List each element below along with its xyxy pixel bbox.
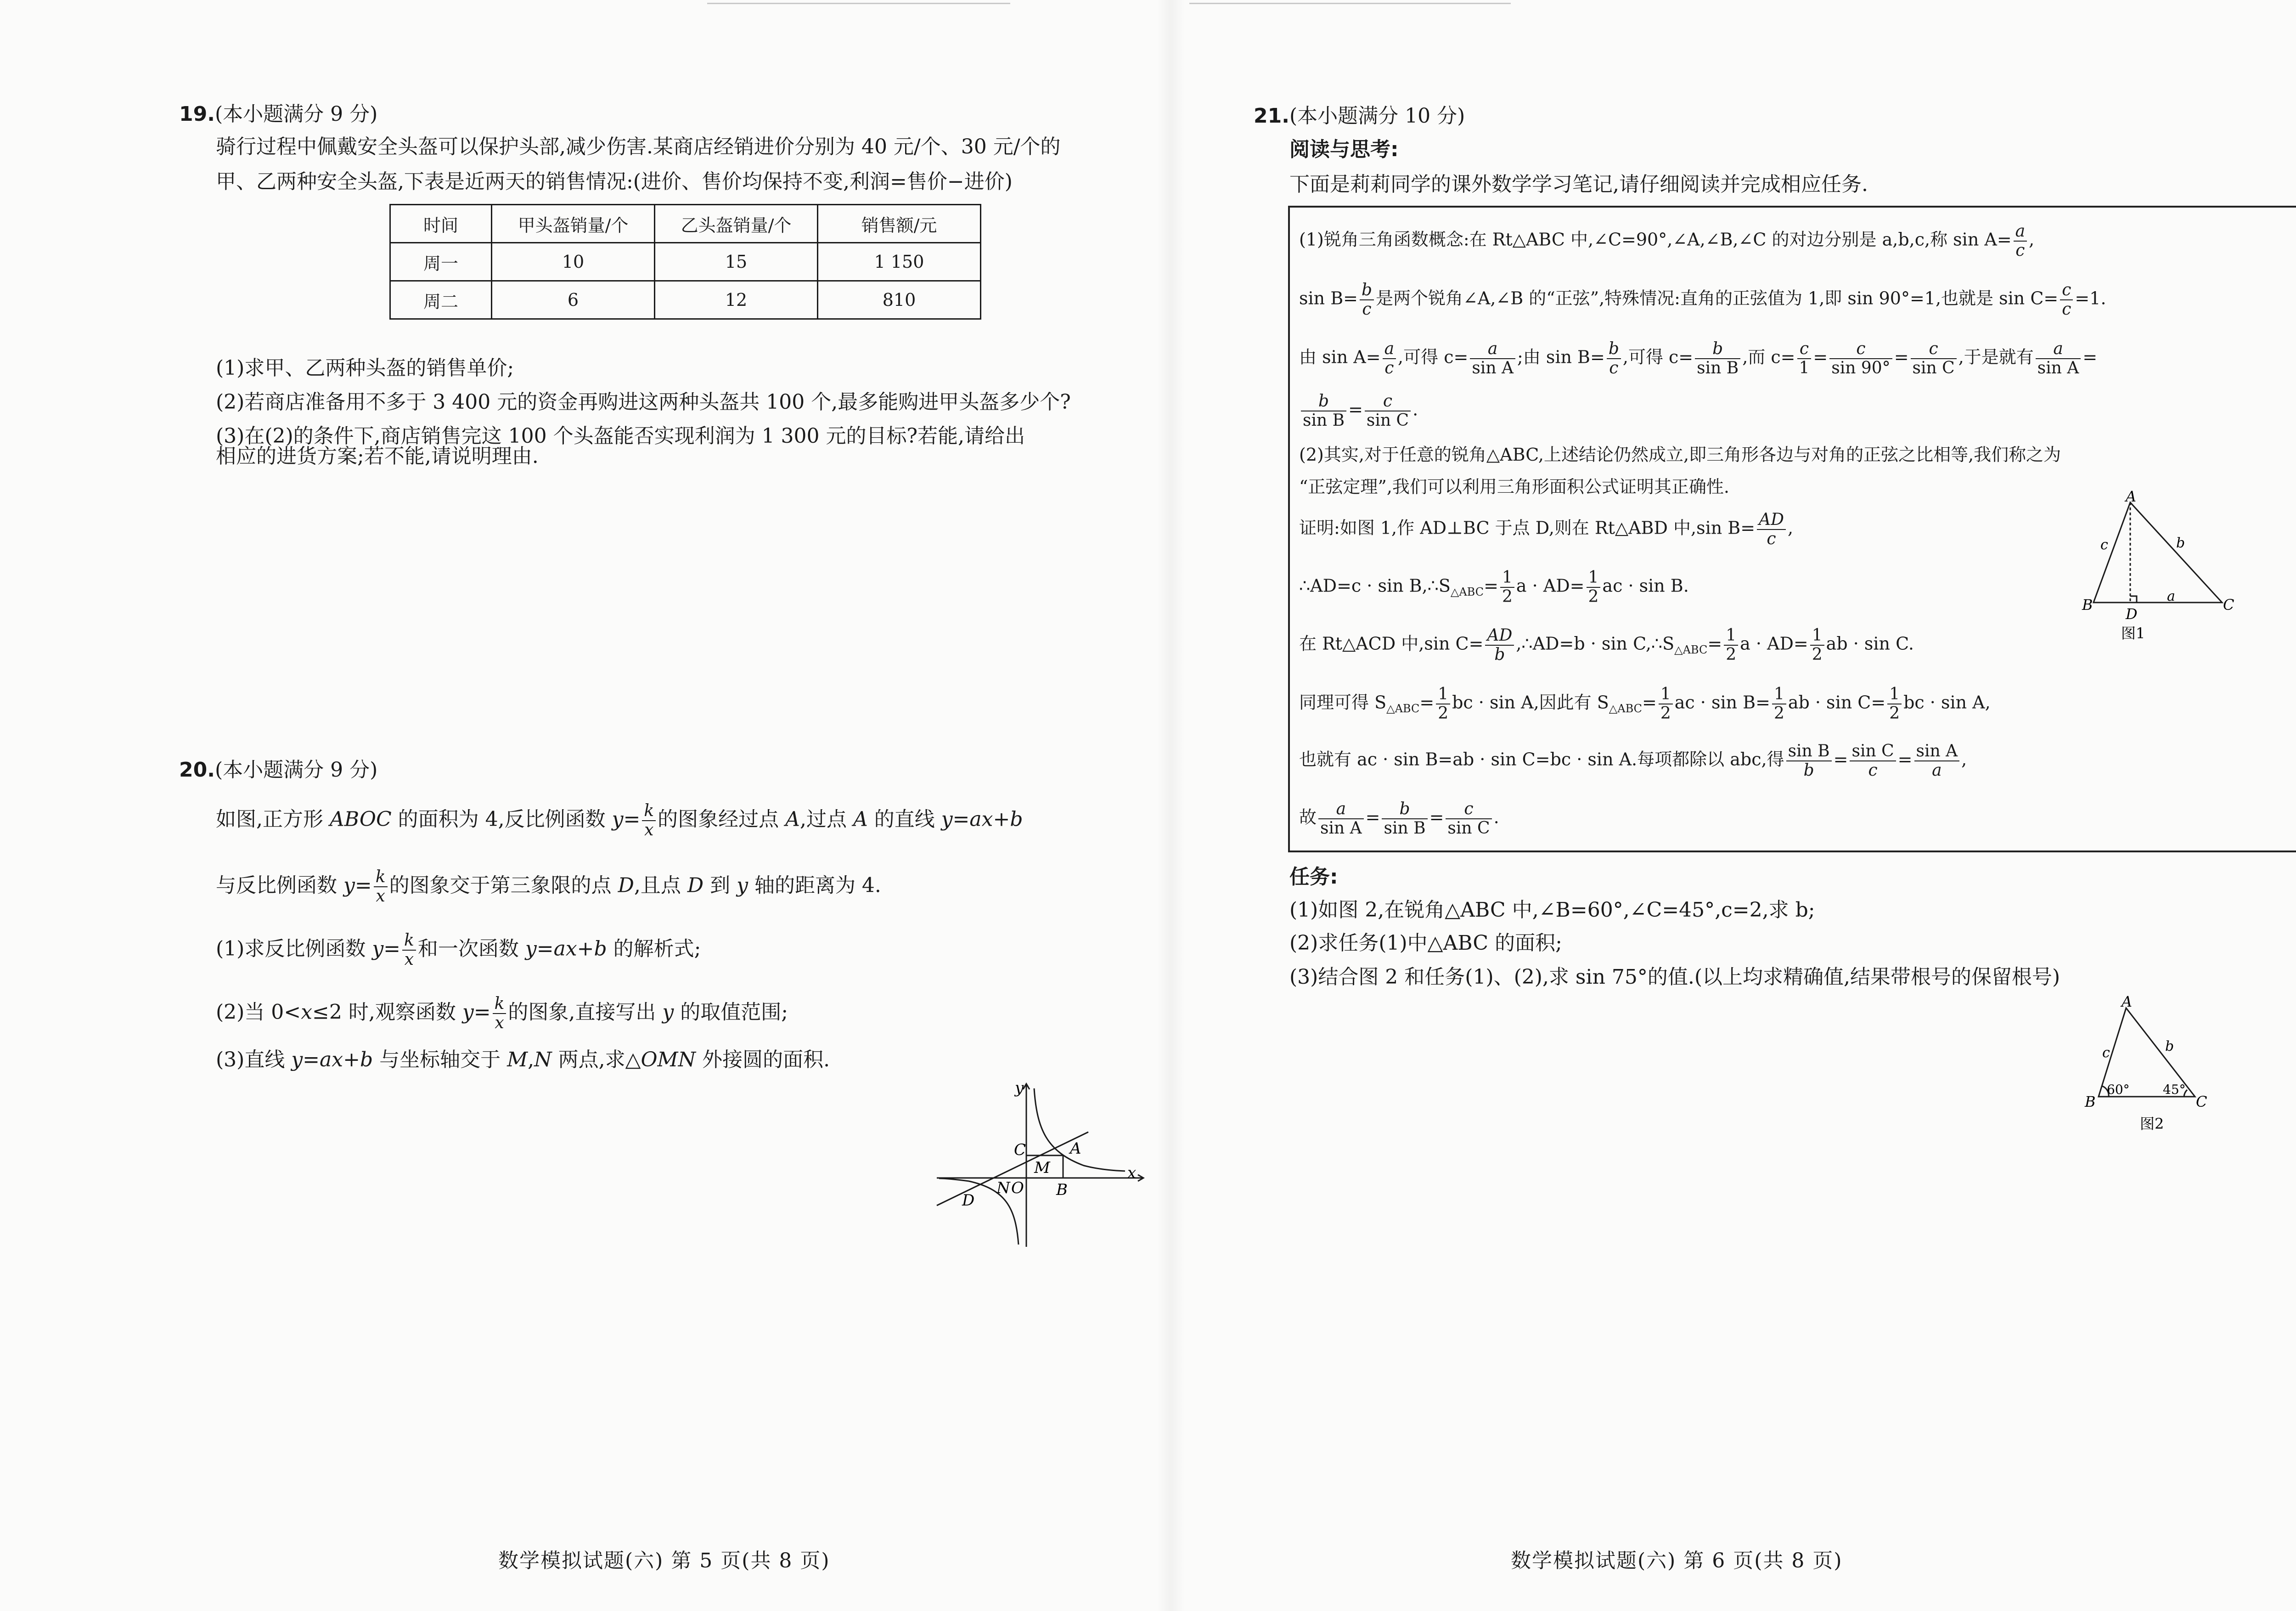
fig2-label-b: b [2165,1038,2174,1054]
q21-read-title: 阅读与思考: [1289,138,1399,161]
q20-sub2: (2)当 0<x≤2 时,观察函数 y= $\frac{k}{x}$ 的图象,直接写出 y 的取值范围; [216,994,788,1032]
right-angle-mark [2130,596,2137,603]
q19-line2: 甲、乙两种安全头盔,下表是近两天的销售情况:(进价、售价均保持不变,利润=售价−进价) [216,170,1013,193]
fig2-angle-b: 60° [2107,1082,2130,1097]
table-cell: 6 [492,281,655,319]
notes-line-1: (1)锐角三角函数概念:在 Rt△ABC 中,∠C=90°,∠A,∠B,∠C 的对边分别是 a,b,c,称 sin A= $\frac{a}{c}$ , [1299,222,2035,260]
notes-line-9: 在 Rt△ACD 中,sin C= $\frac{AD}{b}$ ,∴AD=b · $\sin C,\therefore S_{\triangle ABC}=$ $\frac{1}{2}$ a · AD= $\frac{1}{2}$ ab · sin C. [1299,626,1914,664]
q19-header: 19.(本小题满分 9 分) [179,102,378,126]
fig1-label-c: c [2100,537,2108,553]
graph-label-O: O [1011,1179,1024,1197]
fig1-label-C: C [2223,596,2234,614]
figure-1 [2080,488,2234,644]
notes-line-6: “正弦定理”,我们可以利用三角形面积公式证明其正确性. [1299,477,1730,497]
right-page [1171,0,2296,1611]
table-row [390,281,981,319]
graph-label-x: x [1127,1164,1137,1182]
table-header: 销售额/元 [818,205,981,243]
table-cell: 15 [655,243,818,281]
graph-label-y: y [1015,1079,1024,1097]
q21-intro: 下面是莉莉同学的课外数学学习笔记,请仔细阅读并完成相应任务. [1289,173,1868,196]
graph-label-A: A [1070,1139,1081,1158]
fig2-label-c: c [2102,1045,2110,1061]
notes-line-10: 同理可得 $S_{\triangle ABC}=$ $\frac{1}{2}$ bc · sin A,因此有 $S_{\triangle ABC}=$ $\frac{1}{2}$ ac · sin B= $\frac{1}{2}$ ab · sin C= $\frac{1}{2}$ bc · sin A, [1299,685,1991,723]
graph-label-M: M [1034,1159,1050,1177]
q19-sub2: (2)若商店准备用不多于 3 400 元的资金再购进这两种头盔共 100 个,最多能购进甲头盔多少个? [216,390,1071,414]
q19-sub3a: (3)在(2)的条件下,商店销售完这 100 个头盔能否实现利润为 1 300 元的目标?若能,请给出 [216,424,1025,448]
q21-task2: (2)求任务(1)中△ABC 的面积; [1289,931,1562,955]
triangle-abc [2093,502,2222,603]
q19-sub3b: 相应的进货方案;若不能,请说明理由. [216,445,539,468]
footer-right: 数学模拟试题(六) 第 6 页(共 8 页) [1511,1549,1843,1572]
notes-line-12: 故 $\frac{a}{\text{sin A}}$ = $\frac{b}{\text{sin B}}$ = $\frac{c}{\text{sin C}}$ . [1299,800,1499,838]
q20-sub3: (3)直线 y=ax+b 与坐标轴交于 M,N 两点,求△OMN 外接圆的面积. [216,1048,830,1071]
table-cell: 10 [492,243,655,281]
fig1-label-A: A [2126,488,2137,505]
notes-line-3: 由 sin A= $\frac{a}{c}$ ,可得 c= $\frac{a}{\text{sin A}}$ ;由 sin B= $\frac{b}{c}$ ,可得 c= $\frac{b}{\text{sin B}}$ ,而 c= $\frac{c}{1}$ = $\frac{c}{\sin 90^\circ}$ = $\frac{c}{\text{sin C}}$ ,于是就有 $\frac{a}{\text{sin A}}$ = [1299,339,2098,377]
notes-line-8: ∴AD=c · $\sin B,\therefore S_{\triangle ABC}=$ $\frac{1}{2}$ a · AD= $\frac{1}{2}$ ac · sin B. [1299,568,1689,606]
q20-graph [932,1075,1148,1249]
table-header: 时间 [390,205,492,243]
q21-task3: (3)结合图 2 和任务(1)、(2),求 sin 75°的值.(以上均求精确值,结果带根号的保留根号) [1289,965,2060,989]
table-cell: 周一 [390,243,492,281]
notes-line-5: (2)其实,对于任意的锐角△ABC,上述结论仍然成立,即三角形各边与对角的正弦之比相等,我们称之为 [1299,445,2061,465]
fig1-caption: 图1 [2121,625,2145,642]
table-cell: 810 [818,281,981,319]
fig2-label-A: A [2122,993,2133,1010]
graph-label-B: B [1056,1181,1068,1199]
q21-header: 21.(本小题满分 10 分) [1254,104,1465,128]
q19-sub1: (1)求甲、乙两种头盔的销售单价; [216,356,514,380]
footer-left: 数学模拟试题(六) 第 5 页(共 8 页) [498,1549,830,1572]
graph-label-N: N [996,1179,1010,1197]
graph-label-C: C [1014,1141,1026,1159]
notes-line-7: 证明:如图 1,作 AD⊥BC 于点 D,则在 Rt△ABD 中,sin B= $\frac{AD}{c}$ , [1299,510,1794,548]
study-notes-box [1288,206,2296,852]
graph-label-D: D [962,1191,975,1210]
fig1-label-a: a [2167,588,2175,604]
q20-header: 20.(本小题满分 9 分) [179,758,378,782]
fig2-label-B: B [2085,1093,2096,1110]
fig2-label-C: C [2196,1093,2207,1110]
q21-task1: (1)如图 2,在锐角△ABC 中,∠B=60°,∠C=45°,c=2,求 b; [1289,898,1815,922]
q20-line2: 与反比例函数 y= $\frac{k}{x}$ 的图象交于第三象限的点 D,且点 D 到 y 轴的距离为 4. [216,867,881,906]
sales-table [389,204,981,320]
q19-line1: 骑行过程中佩戴安全头盔可以保护头部,减少伤害.某商店经销进价分别为 40 元/个、30 元/个的 [216,135,1061,158]
fig1-label-D: D [2126,605,2138,623]
table-header: 乙头盔销量/个 [655,205,818,243]
fig2-caption: 图2 [2140,1115,2164,1132]
notes-line-4: $\frac{b}{\text{sin B}}$ = $\frac{c}{\text{sin C}}$ . [1299,392,1418,430]
fig1-label-B: B [2082,596,2093,614]
q20-line1: 如图,正方形 ABOC 的面积为 4,反比例函数 y= $\frac{k}{x}$ 的图象经过点 A,过点 A 的直线 y=ax+b [216,801,1023,839]
fig2-angle-c: 45° [2163,1082,2186,1097]
table-header: 甲头盔销量/个 [492,205,655,243]
table-row [390,243,981,281]
notes-line-2: sin B= $\frac{b}{c}$ 是两个锐角∠A,∠B 的“正弦”,特殊情况:直角的正弦值为 1,即 sin 90°=1,也就是 sin C= $\frac{c}{c}$ =1. [1299,281,2106,319]
table-cell: 12 [655,281,818,319]
notes-line-11: 也就有 ac · sin B=ab · sin C=bc · sin A.每项都除以 abc,得 $\frac{\text{sin B}}{b}$ = $\frac{\text{sin C}}{c}$ = $\frac{\text{sin A}}{a}$ , [1299,742,1967,780]
q21-task-title: 任务: [1289,865,1338,889]
q20-sub1: (1)求反比例函数 y= $\frac{k}{x}$ 和一次函数 y=ax+b 的解析式; [216,931,701,969]
fig1-label-b: b [2176,535,2185,551]
table-cell: 周二 [390,281,492,319]
table-cell: 1 150 [818,243,981,281]
table-header-row [390,205,981,243]
figure-2 [2071,993,2213,1139]
